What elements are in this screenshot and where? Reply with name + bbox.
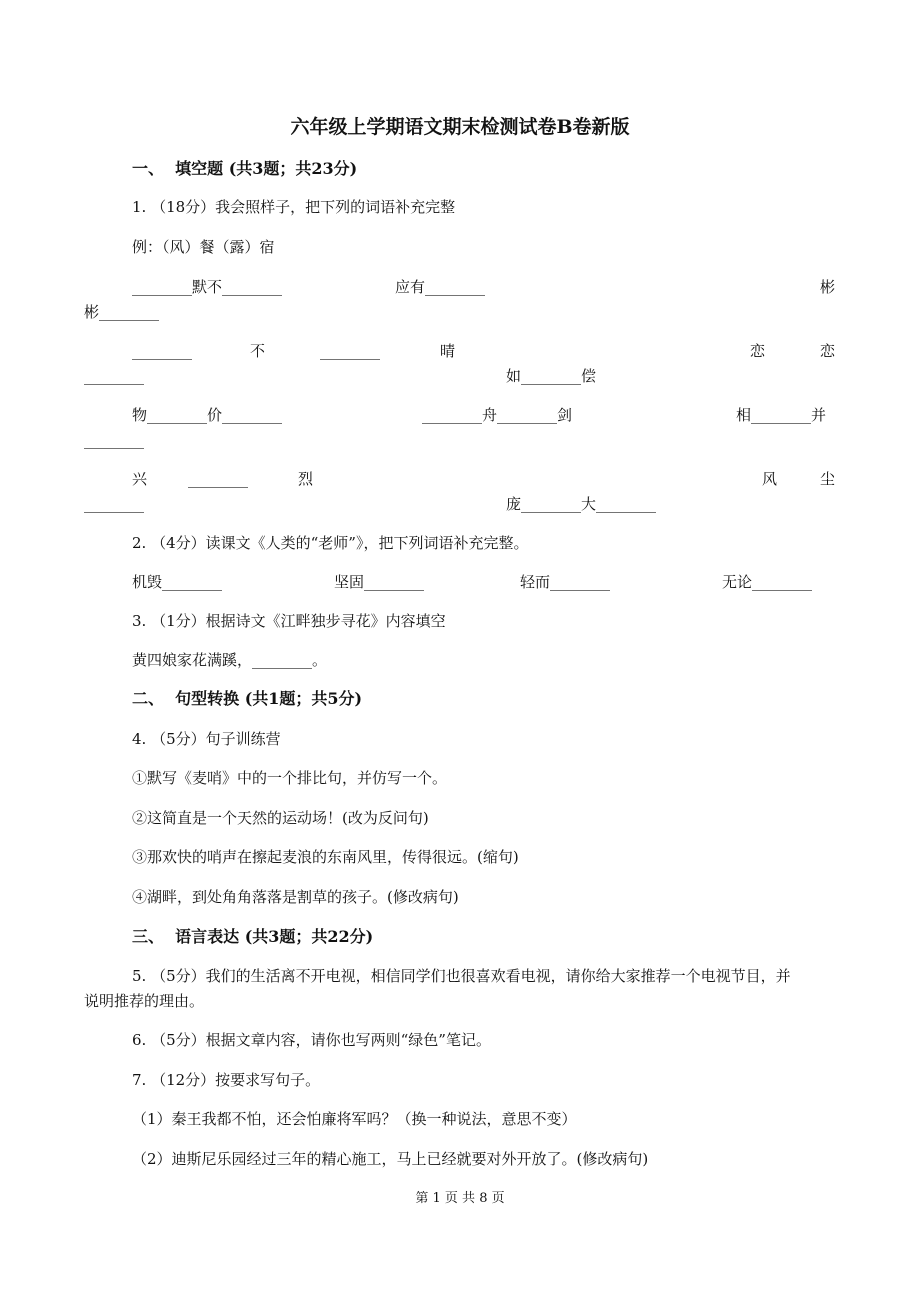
page-footer: 第 1 页 共 8 页 bbox=[415, 1191, 505, 1206]
q1-row2-c: ________ bbox=[320, 342, 380, 360]
q1-row2-a: ________ bbox=[132, 342, 192, 360]
q1-row4-c: 烈 bbox=[298, 470, 314, 488]
q4-item-2: ②这简直是一个天然的运动场！(改为反问句) bbox=[132, 809, 429, 827]
q1-row4-cont-b: 庞________大________ bbox=[506, 495, 657, 513]
q4-item-4: ④湖畔，到处角角落落是割草的孩子。(修改病句) bbox=[132, 888, 459, 906]
question-6-stem: 6. （5分）根据文章内容，请你也写两则“绿色”笔记。 bbox=[132, 1031, 491, 1049]
question-2-stem: 2. （4分）读课文《人类的“老师”》，把下列词语补充完整。 bbox=[132, 534, 529, 552]
q2-blank-2: 坚固________ bbox=[334, 573, 425, 591]
q1-row3-cont: ________ bbox=[84, 431, 144, 449]
q1-row4-cont-a: ________ bbox=[84, 495, 144, 513]
q7-item-1: （1）秦王我都不怕，还会怕廉将军吗？（换一种说法，意思不变） bbox=[132, 1110, 577, 1128]
question-7-stem: 7. （12分）按要求写句子。 bbox=[132, 1071, 321, 1089]
question-5-line2: 说明推荐的理由。 bbox=[84, 992, 205, 1010]
question-5-line1: 5. （5分）我们的生活离不开电视，相信同学们也很喜欢看电视，请你给大家推荐一个电视节目，并 bbox=[132, 967, 791, 985]
q1-row4-e: 尘 bbox=[820, 470, 836, 488]
q2-blank-1: 机毁________ bbox=[132, 573, 223, 591]
q1-row3-c: 相________并 bbox=[736, 406, 827, 424]
page-title: 六年级上学期语文期末检测试卷B卷新版 bbox=[290, 116, 630, 138]
question-1-example: 例：（风）餐（露）宿 bbox=[132, 238, 275, 256]
section-heading-1: 一、 填空题 (共3题；共23分) bbox=[132, 159, 358, 178]
q1-row4-a: 兴 bbox=[132, 470, 148, 488]
q7-item-2: （2）迪斯尼乐园经过三年的精心施工，马上已经就要对外开放了。(修改病句) bbox=[132, 1150, 649, 1168]
q1-row2-cont-b: 如________偿 bbox=[506, 367, 597, 385]
q1-blank-1: ________默不________ bbox=[132, 278, 283, 296]
q1-blank-3: 彬 bbox=[820, 278, 836, 296]
question-1-stem: 1. （18分）我会照样子，把下列的词语补充完整 bbox=[132, 198, 456, 216]
q4-item-3: ③那欢快的哨声在擦起麦浪的东南风里，传得很远。(缩句) bbox=[132, 848, 519, 866]
question-3-stem: 3. （1分）根据诗文《江畔独步寻花》内容填空 bbox=[132, 612, 446, 630]
q1-row3-a: 物________价________ bbox=[132, 406, 283, 424]
q1-row2-cont-a: ________ bbox=[84, 367, 144, 385]
q1-row2-d: 晴 bbox=[440, 342, 456, 360]
q4-item-1: ①默写《麦哨》中的一个排比句，并仿写一个。 bbox=[132, 769, 448, 787]
q1-row3-b: ________舟________剑 bbox=[422, 406, 573, 424]
q1-blank-3-cont: 彬________ bbox=[84, 303, 160, 321]
q1-row4-d: 风 bbox=[762, 470, 778, 488]
q2-blank-4: 无论________ bbox=[722, 573, 813, 591]
section-heading-3: 三、 语言表达 (共3题；共22分) bbox=[132, 927, 374, 946]
section-heading-2: 二、 句型转换 (共1题；共5分) bbox=[132, 689, 363, 708]
q1-blank-2: 应有________ bbox=[395, 278, 486, 296]
question-4-stem: 4. （5分）句子训练营 bbox=[132, 730, 281, 748]
q1-row2-f: 恋 bbox=[820, 342, 836, 360]
q1-row2-b: 不 bbox=[250, 342, 266, 360]
q2-blank-3: 轻而________ bbox=[520, 573, 611, 591]
q3-line: 黄四娘家花满蹊，________。 bbox=[132, 651, 328, 669]
q1-row2-e: 恋 bbox=[750, 342, 766, 360]
q1-row4-b: ________ bbox=[188, 470, 248, 488]
